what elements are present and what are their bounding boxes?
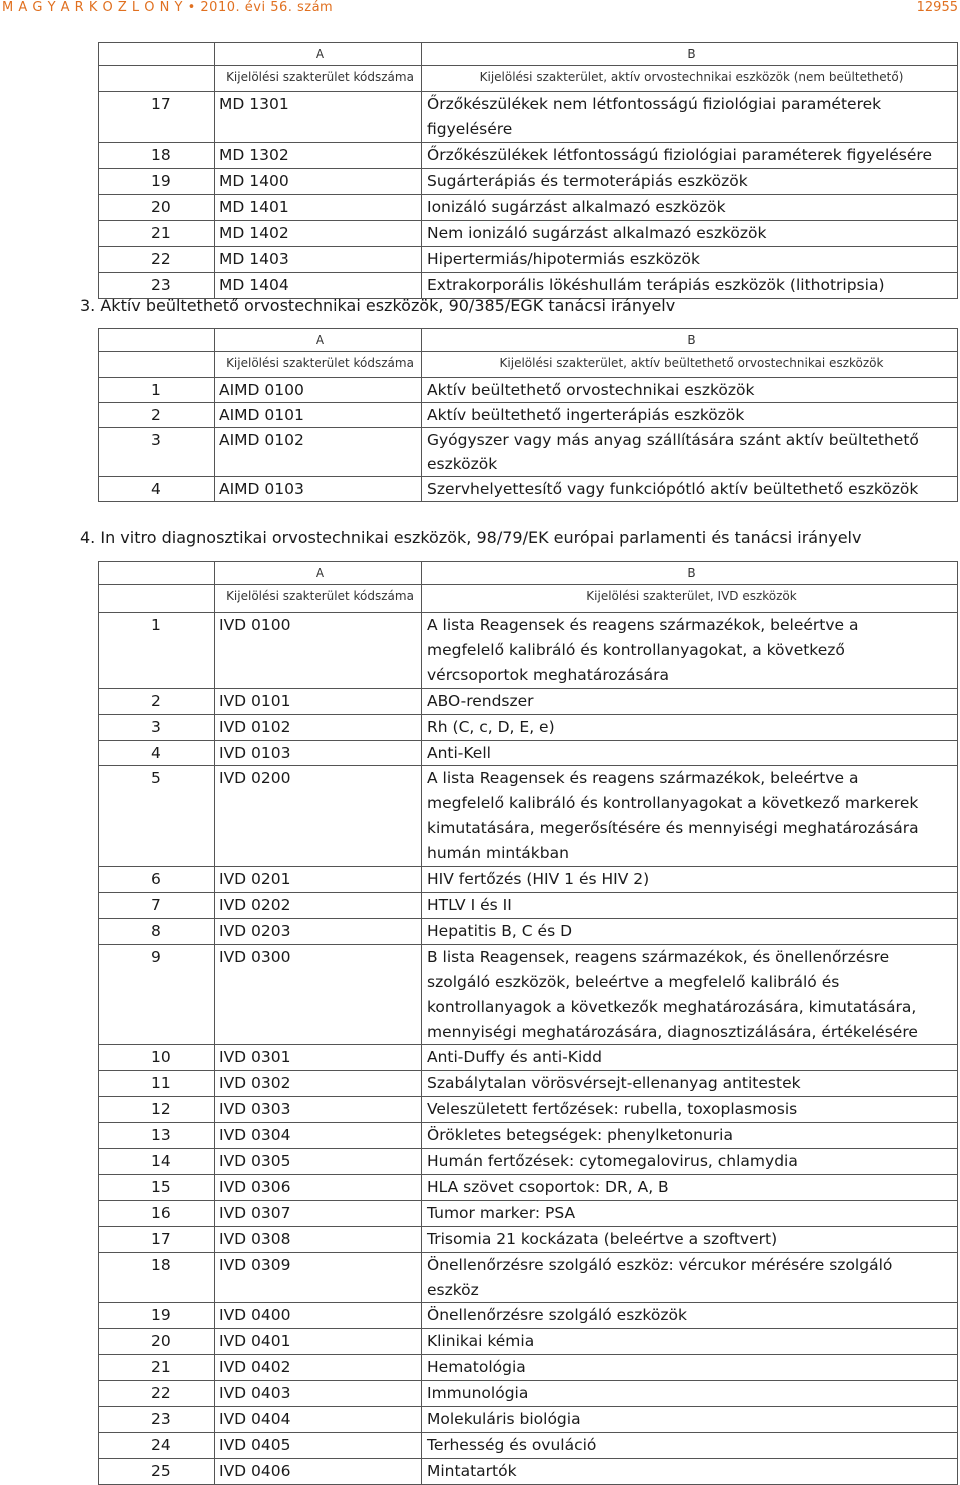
table-row (99, 1071, 958, 1097)
journal-name: M A G Y A R K Ö Z L Ö N Y (2, 0, 183, 15)
table-row (99, 1329, 958, 1355)
section-4-title (80, 528, 861, 548)
row-code: IVD 0101 (215, 688, 422, 714)
row-code: IVD 0404 (215, 1407, 422, 1433)
row-description: Őrzőkészülékek létfontosságú fiziológiai paraméterek figyelésére (422, 143, 958, 169)
table-row (99, 221, 958, 247)
row-number: 2 (99, 403, 215, 428)
table-row (99, 740, 958, 766)
row-number: 4 (99, 740, 215, 766)
issue-label: 2010. évi 56. szám (200, 0, 334, 15)
row-description: Ionizáló sugárzást alkalmazó eszközök (422, 195, 958, 221)
row-code: IVD 0102 (215, 714, 422, 740)
column-letter-b: B (422, 562, 958, 585)
row-description: Immunológia (422, 1381, 958, 1407)
row-description: A lista Reagensek és reagens származékok, beleértve a megfelelő kalibráló és kontrollanyagokat, a következő vércsoportok meghatározására (422, 613, 958, 689)
table-row (99, 1381, 958, 1407)
table-row (99, 688, 958, 714)
row-code: MD 1302 (215, 143, 422, 169)
column-header-field: Kijelölési szakterület, aktív beültethető orvostechnikai eszközök (422, 352, 958, 378)
row-code: MD 1301 (215, 92, 422, 143)
row-code: IVD 0200 (215, 766, 422, 867)
row-number: 21 (99, 221, 215, 247)
row-description: Önellenőrzésre szolgáló eszközök (422, 1303, 958, 1329)
section-number: 4. (80, 528, 96, 547)
row-code: MD 1402 (215, 221, 422, 247)
row-code: IVD 0406 (215, 1458, 422, 1484)
journal-title (2, 0, 333, 15)
row-code: IVD 0100 (215, 613, 422, 689)
table-corner (99, 352, 215, 378)
table-row (99, 247, 958, 273)
row-description: Hipertermiás/hipotermiás eszközök (422, 247, 958, 273)
row-number: 14 (99, 1149, 215, 1175)
row-number: 11 (99, 1071, 215, 1097)
row-number: 4 (99, 477, 215, 502)
row-number: 15 (99, 1174, 215, 1200)
table-row (99, 1097, 958, 1123)
row-number: 6 (99, 867, 215, 893)
table-ivd (98, 561, 958, 1485)
row-number: 2 (99, 688, 215, 714)
row-description: Mintatartók (422, 1458, 958, 1484)
row-code: IVD 0201 (215, 867, 422, 893)
row-number: 9 (99, 944, 215, 1045)
row-number: 7 (99, 892, 215, 918)
column-header-code: Kijelölési szakterület kódszáma (215, 66, 422, 92)
row-code: IVD 0309 (215, 1252, 422, 1303)
row-number: 20 (99, 195, 215, 221)
column-header-code: Kijelölési szakterület kódszáma (215, 585, 422, 613)
table-corner (99, 329, 215, 352)
row-description: Szabálytalan vörösvérsejt-ellenanyag antitestek (422, 1071, 958, 1097)
row-description: Molekuláris biológia (422, 1407, 958, 1433)
table-corner (99, 43, 215, 66)
table-row (99, 428, 958, 477)
row-description: Gyógyszer vagy más anyag szállítására szánt aktív beültethető eszközök (422, 428, 958, 477)
row-number: 20 (99, 1329, 215, 1355)
row-code: IVD 0303 (215, 1097, 422, 1123)
row-code: MD 1403 (215, 247, 422, 273)
column-header-field: Kijelölési szakterület, IVD eszközök (422, 585, 958, 613)
table-row (99, 1149, 958, 1175)
row-description: Veleszületett fertőzések: rubella, toxoplasmosis (422, 1097, 958, 1123)
column-header-code: Kijelölési szakterület kódszáma (215, 352, 422, 378)
table-row (99, 613, 958, 689)
column-letter-a: A (215, 329, 422, 352)
table-row (99, 1303, 958, 1329)
table-row (99, 403, 958, 428)
header-bullet: • (187, 0, 196, 15)
table-row (99, 1407, 958, 1433)
row-number: 10 (99, 1045, 215, 1071)
table-md (98, 42, 958, 299)
row-number: 18 (99, 1252, 215, 1303)
row-code: AIMD 0102 (215, 428, 422, 477)
row-number: 3 (99, 428, 215, 477)
table-row (99, 1355, 958, 1381)
row-number: 22 (99, 247, 215, 273)
row-number: 22 (99, 1381, 215, 1407)
row-description: Önellenőrzésre szolgáló eszköz: vércukor mérésére szolgáló eszköz (422, 1252, 958, 1303)
table-row (99, 92, 958, 143)
row-description: Extrakorporális lökéshullám terápiás eszközök (lithotripsia) (422, 273, 958, 299)
row-code: IVD 0308 (215, 1226, 422, 1252)
section-text: In vitro diagnosztikai orvostechnikai eszközök, 98/79/EK európai parlamenti és tanácsi irányelv (100, 528, 862, 547)
row-number: 13 (99, 1123, 215, 1149)
row-description: Trisomia 21 kockázata (beleértve a szoftvert) (422, 1226, 958, 1252)
row-description: Tumor marker: PSA (422, 1200, 958, 1226)
table-row (99, 766, 958, 867)
row-description: Őrzőkészülékek nem létfontosságú fiziológiai paraméterek figyelésére (422, 92, 958, 143)
row-code: AIMD 0100 (215, 378, 422, 403)
row-number: 1 (99, 613, 215, 689)
row-code: IVD 0305 (215, 1149, 422, 1175)
table-row (99, 273, 958, 299)
page-number: 12955 (916, 0, 958, 15)
section-number: 3. (80, 296, 96, 315)
row-number: 25 (99, 1458, 215, 1484)
row-number: 23 (99, 1407, 215, 1433)
table-row (99, 1045, 958, 1071)
row-description: HLA szövet csoportok: DR, A, B (422, 1174, 958, 1200)
row-number: 21 (99, 1355, 215, 1381)
column-header-field: Kijelölési szakterület, aktív orvostechnikai eszközök (nem beültethető) (422, 66, 958, 92)
row-code: IVD 0300 (215, 944, 422, 1045)
row-code: IVD 0302 (215, 1071, 422, 1097)
table-row (99, 1174, 958, 1200)
row-description: Nem ionizáló sugárzást alkalmazó eszközök (422, 221, 958, 247)
row-description: Szervhelyettesítő vagy funkciópótló aktív beültethető eszközök (422, 477, 958, 502)
row-code: AIMD 0103 (215, 477, 422, 502)
table-row (99, 477, 958, 502)
table-row (99, 195, 958, 221)
row-code: IVD 0405 (215, 1433, 422, 1459)
row-description: Humán fertőzések: cytomegalovirus, chlamydia (422, 1149, 958, 1175)
row-number: 1 (99, 378, 215, 403)
table-aimd (98, 328, 958, 502)
table-corner (99, 562, 215, 585)
row-code: MD 1400 (215, 169, 422, 195)
row-number: 5 (99, 766, 215, 867)
row-description: B lista Reagensek, reagens származékok, és önellenőrzésre szolgáló eszközök, beleértve a megfelelő kalibráló és kontrollanyagok a következők meghatározására, kimutatására, mennyiségi meghatározására, diagnosztizálására, értékelésére (422, 944, 958, 1045)
row-number: 16 (99, 1200, 215, 1226)
row-code: IVD 0202 (215, 892, 422, 918)
row-code: IVD 0402 (215, 1355, 422, 1381)
column-letter-b: B (422, 329, 958, 352)
row-description: A lista Reagensek és reagens származékok, beleértve a megfelelő kalibráló és kontrollanyagokat a következő markerek kimutatására, megerősítésére és mennyiségi meghatározására humán mintákban (422, 766, 958, 867)
section-text: Aktív beültethető orvostechnikai eszközök, 90/385/EGK tanácsi irányelv (100, 296, 676, 315)
row-description: Aktív beültethető ingerterápiás eszközök (422, 403, 958, 428)
row-number: 3 (99, 714, 215, 740)
table-corner (99, 66, 215, 92)
row-number: 17 (99, 92, 215, 143)
row-number: 19 (99, 1303, 215, 1329)
row-description: Anti-Duffy és anti-Kidd (422, 1045, 958, 1071)
table-corner (99, 585, 215, 613)
row-description: Aktív beültethető orvostechnikai eszközök (422, 378, 958, 403)
row-number: 24 (99, 1433, 215, 1459)
row-code: IVD 0203 (215, 918, 422, 944)
row-code: IVD 0403 (215, 1381, 422, 1407)
row-description: Terhesség és ovuláció (422, 1433, 958, 1459)
table-row (99, 1226, 958, 1252)
table-row (99, 1252, 958, 1303)
row-code: MD 1404 (215, 273, 422, 299)
table-row (99, 1123, 958, 1149)
table-row (99, 378, 958, 403)
column-letter-a: A (215, 562, 422, 585)
row-description: Hepatitis B, C és D (422, 918, 958, 944)
column-letter-b: B (422, 43, 958, 66)
row-number: 17 (99, 1226, 215, 1252)
table-row (99, 1200, 958, 1226)
row-code: AIMD 0101 (215, 403, 422, 428)
row-code: IVD 0307 (215, 1200, 422, 1226)
row-code: IVD 0103 (215, 740, 422, 766)
row-code: IVD 0306 (215, 1174, 422, 1200)
table-row (99, 944, 958, 1045)
row-number: 19 (99, 169, 215, 195)
table-row (99, 1433, 958, 1459)
table-row (99, 867, 958, 893)
row-description: HTLV I és II (422, 892, 958, 918)
row-code: IVD 0301 (215, 1045, 422, 1071)
table-row (99, 1458, 958, 1484)
row-code: IVD 0401 (215, 1329, 422, 1355)
row-number: 12 (99, 1097, 215, 1123)
table-row (99, 143, 958, 169)
row-number: 23 (99, 273, 215, 299)
row-description: Anti-Kell (422, 740, 958, 766)
row-description: Örökletes betegségek: phenylketonuria (422, 1123, 958, 1149)
row-code: IVD 0304 (215, 1123, 422, 1149)
row-code: MD 1401 (215, 195, 422, 221)
row-description: Sugárterápiás és termoterápiás eszközök (422, 169, 958, 195)
row-description: ABO-rendszer (422, 688, 958, 714)
row-description: HIV fertőzés (HIV 1 és HIV 2) (422, 867, 958, 893)
section-3-title (80, 296, 675, 316)
page-header (2, 0, 958, 16)
column-letter-a: A (215, 43, 422, 66)
table-row (99, 918, 958, 944)
row-description: Rh (C, c, D, E, e) (422, 714, 958, 740)
row-code: IVD 0400 (215, 1303, 422, 1329)
row-description: Hematológia (422, 1355, 958, 1381)
row-number: 8 (99, 918, 215, 944)
row-description: Klinikai kémia (422, 1329, 958, 1355)
row-number: 18 (99, 143, 215, 169)
table-row (99, 169, 958, 195)
table-row (99, 892, 958, 918)
table-row (99, 714, 958, 740)
